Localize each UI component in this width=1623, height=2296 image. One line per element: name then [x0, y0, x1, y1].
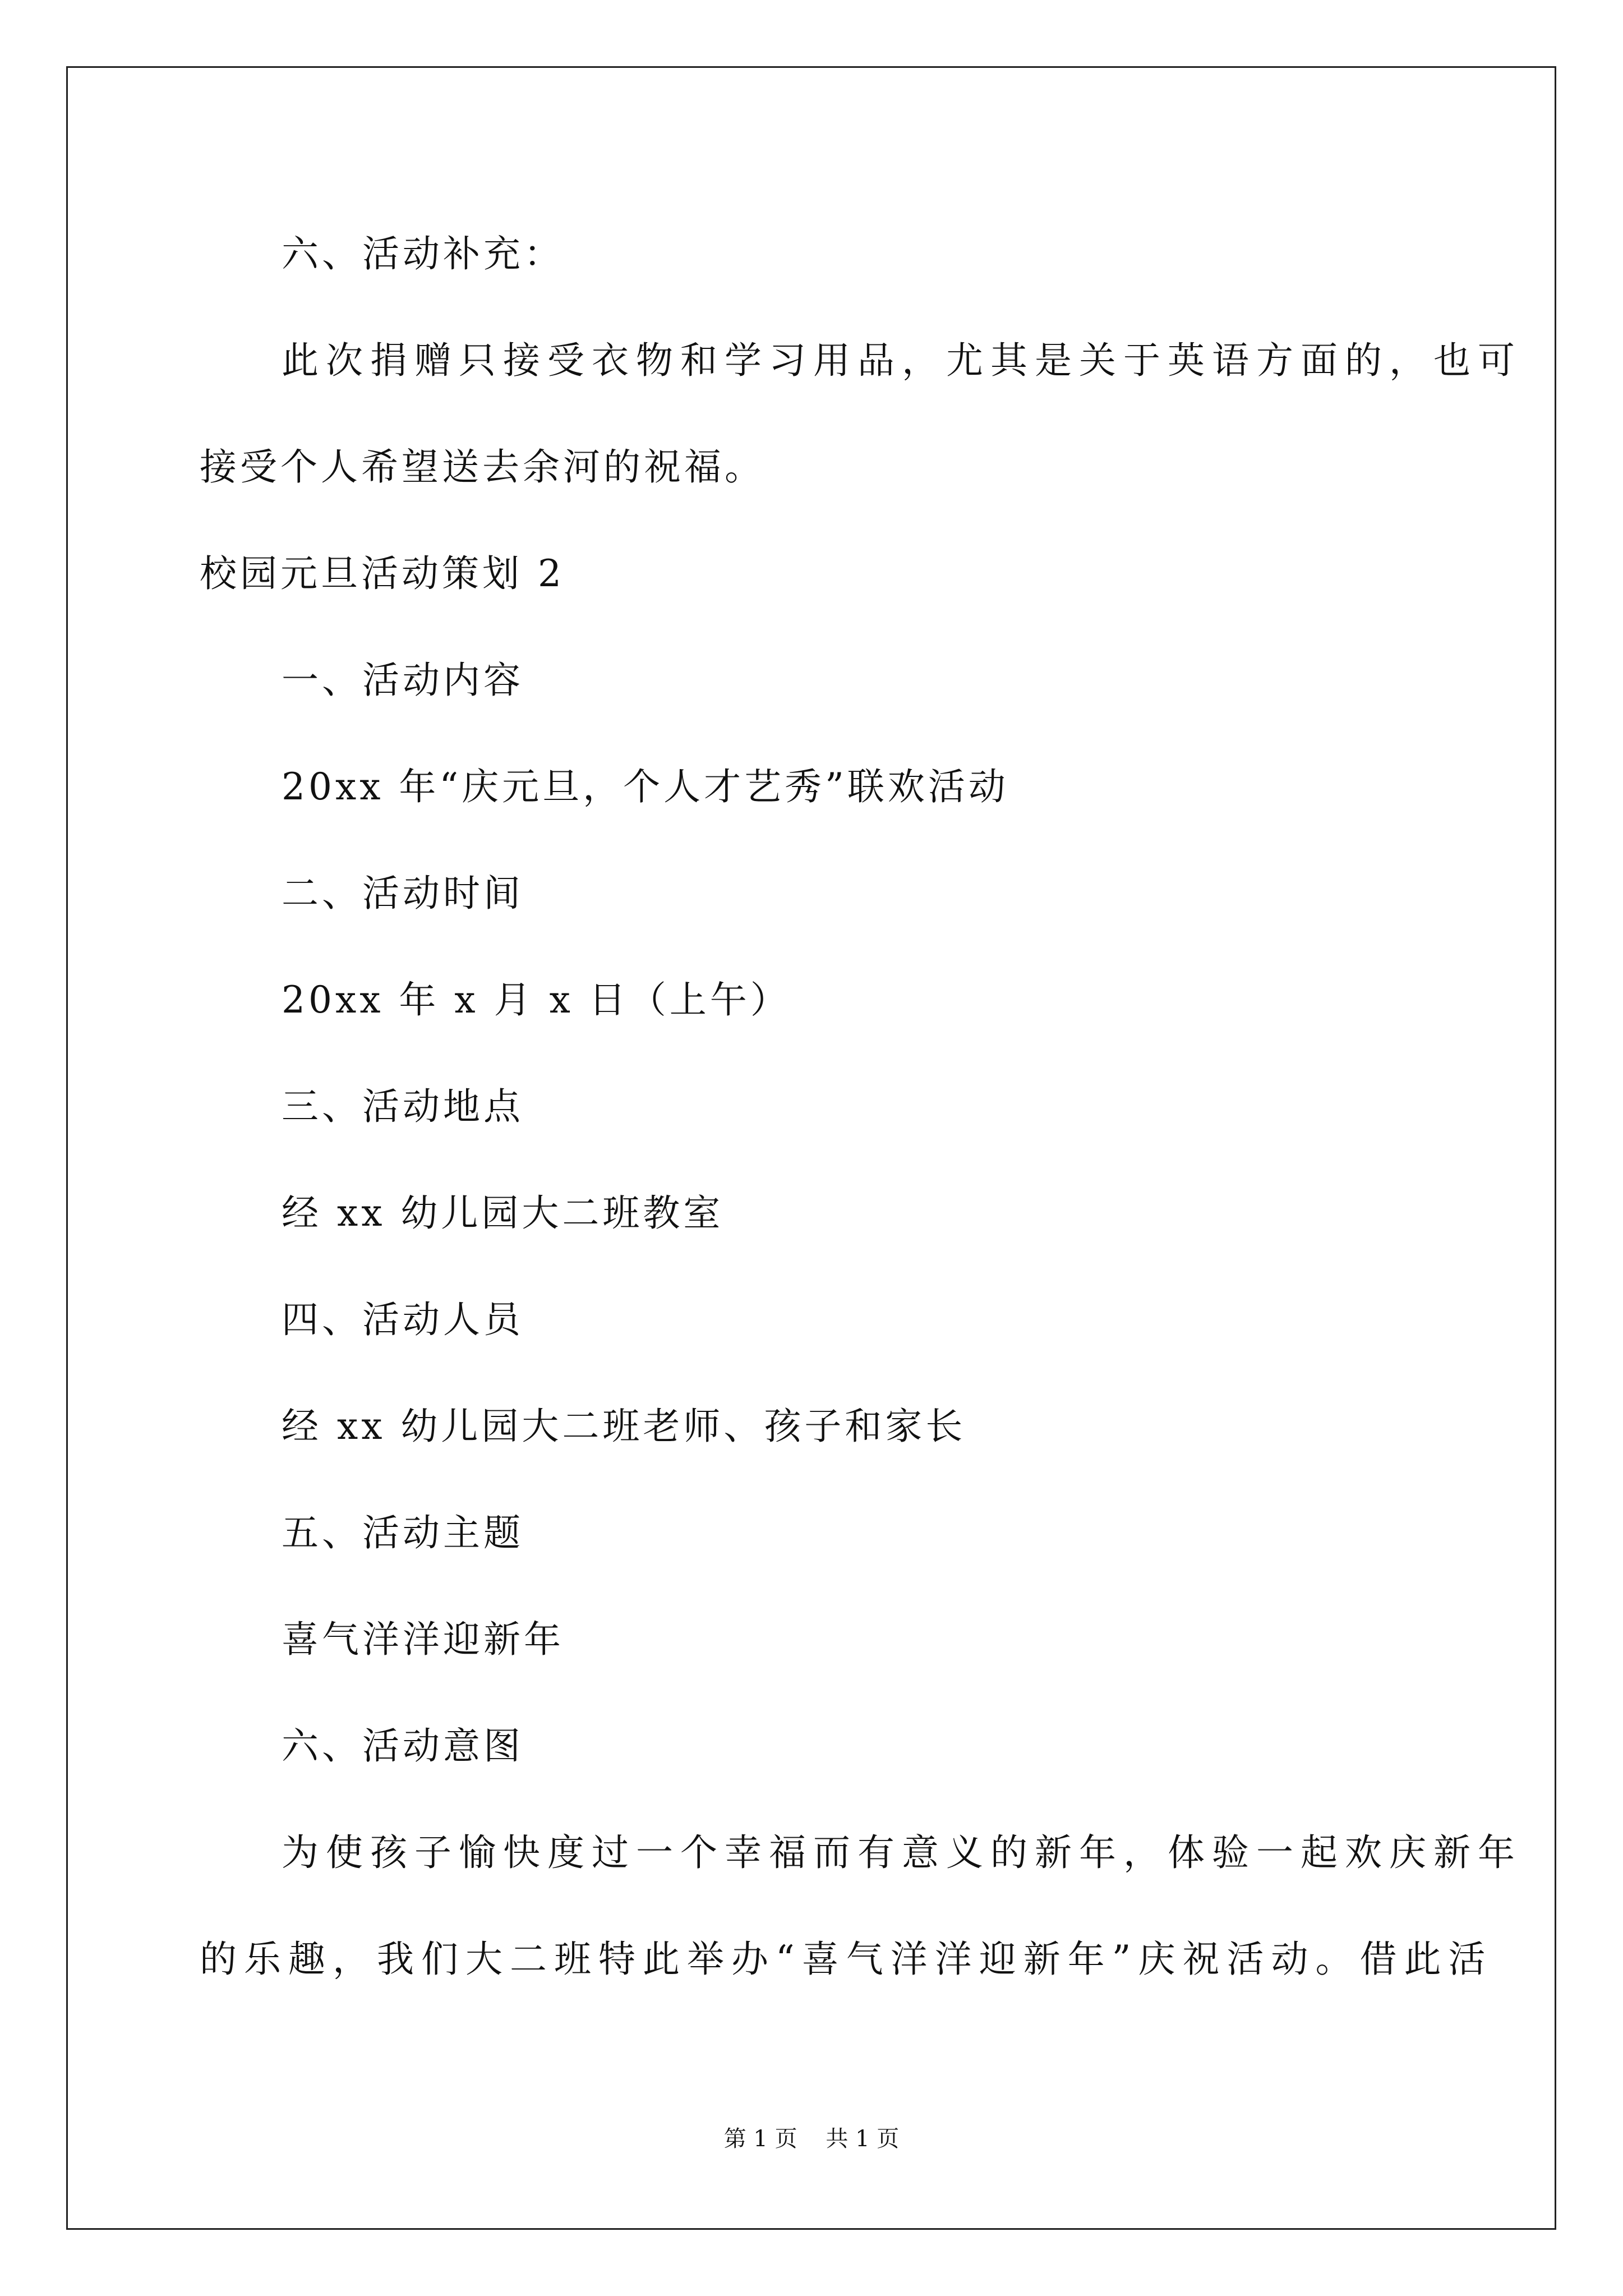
- paragraph-line: 的乐趣，我们大二班特此举办“喜气洋洋迎新年”庆祝活动。借此活: [200, 1938, 1493, 1981]
- section-heading-supplement: 六、活动补充：: [282, 232, 564, 275]
- paragraph-line: 此次捐赠只接受衣物和学习用品，尤其是关于英语方面的，也可: [282, 339, 1522, 382]
- section-heading-location: 三、活动地点: [282, 1085, 524, 1128]
- page-footer: 第 1 页 共 1 页: [723, 2126, 900, 2152]
- paragraph-line: 为使孩子愉快度过一个幸福而有意义的新年，体验一起欢庆新年: [282, 1831, 1522, 1874]
- paragraph-line: 接受个人希望送去余河的祝福。: [200, 445, 765, 489]
- paragraph-line: 20xx 年“庆元旦，个人才艺秀”联欢活动: [282, 765, 1009, 808]
- paragraph-line: 20xx 年 x 月 x 日（上午）: [282, 978, 791, 1022]
- section-heading-theme: 五、活动主题: [282, 1511, 524, 1554]
- section-heading-time: 二、活动时间: [282, 872, 524, 915]
- paragraph-line: 经 xx 幼儿园大二班老师、孩子和家长: [282, 1405, 966, 1448]
- section-heading-purpose: 六、活动意图: [282, 1724, 524, 1768]
- section-heading-people: 四、活动人员: [282, 1298, 524, 1341]
- paragraph-line: 经 xx 幼儿园大二班教室: [282, 1191, 724, 1235]
- document-title: 校园元旦活动策划 2: [200, 552, 565, 595]
- paragraph-line: 喜气洋洋迎新年: [282, 1618, 564, 1661]
- page-border: [66, 66, 1556, 2230]
- section-heading-content: 一、活动内容: [282, 659, 524, 702]
